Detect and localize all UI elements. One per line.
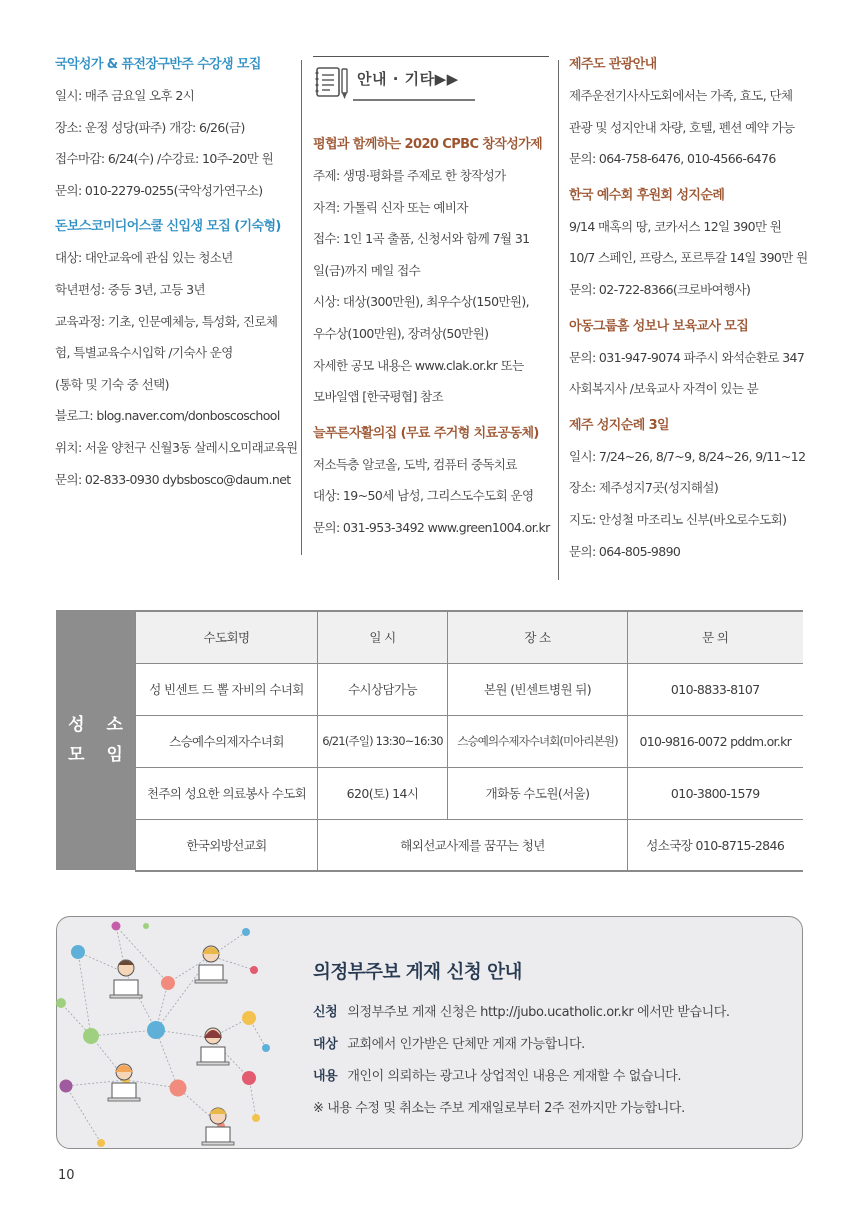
notice-footnote: ※ 내용 수정 및 취소는 주보 게재일로부터 2주 전까지만 가능합니다. <box>313 1101 685 1116</box>
text-line: 시상: 대상(300만원), 최우수상(150만원), <box>313 294 530 310</box>
text-line: 자격: 가톨릭 신자 또는 예비자 <box>313 199 468 215</box>
section-title: 돈보스코미디어스쿨 신입생 모집 (기숙형) <box>55 219 281 235</box>
text-line: 위치: 서울 양천구 신월3동 살레시오미래교육원 <box>55 439 298 455</box>
column-divider <box>301 60 302 555</box>
text-line: 모바일앱 [한국평협] 참조 <box>313 389 444 405</box>
people-network-illustration <box>56 918 286 1148</box>
text-line: 블로그: blog.naver.com/donboscoschool <box>55 408 280 424</box>
text-line: 일시: 7/24~26, 8/7~9, 8/24~26, 9/11~12 <box>569 448 806 464</box>
table-row: 천주의 성요한 의료봉사 수도회 620(토) 14시 개화동 수도원(서울) 010-3800-1579 <box>136 767 803 819</box>
column-middle <box>313 56 549 544</box>
person-at-laptop-icon <box>108 1064 140 1101</box>
text-line: 우수상(100만원), 장려상(50만원) <box>313 325 489 341</box>
text-line: 문의: 064-758-6476, 010-4566-6476 <box>569 151 776 167</box>
table-header-row <box>136 611 803 663</box>
section-title: 제주도 관광안내 <box>569 57 657 72</box>
text-line: 교육과정: 기초, 인문예체능, 특성화, 진로체 <box>55 313 278 329</box>
column-divider <box>558 60 559 580</box>
text-line: 문의: 010-2279-0255(국악성가연구소) <box>55 182 263 198</box>
text-line: 문의: 02-833-0930 dybsbosco@daum.net <box>55 471 291 487</box>
text-line: 장소: 운정 성당(파주) 개강: 6/26(금) <box>55 119 245 135</box>
text-line: 문의: 031-947-9074 파주시 와석순환로 347 <box>569 349 805 365</box>
text-line: 일시: 매주 금요일 오후 2시 <box>55 88 195 103</box>
text-line: 장소: 제주성지7곳(성지해설) <box>569 480 719 496</box>
column-header: 일 시 <box>318 611 448 663</box>
person-at-laptop-icon <box>202 1108 234 1145</box>
text-line: (통학 및 기숙 중 선택) <box>55 376 169 392</box>
vocation-table <box>56 610 802 870</box>
text-line: 문의: 02-722-8366(크로바여행사) <box>569 281 751 297</box>
section-title: 제주 성지순례 3일 <box>569 417 670 433</box>
notice-item: 대상 교회에서 인가받은 단체만 게재 가능합니다. <box>313 1037 585 1052</box>
person-at-laptop-icon <box>110 960 142 998</box>
column-header: 문 의 <box>628 611 803 663</box>
text-line: 사회복지사 /보육교사 자격이 있는 분 <box>569 381 759 397</box>
table-row: 성 빈센트 드 뽈 자비의 수녀회 수시상담가능 본원 (빈센트병원 뒤) 010-8833-8107 <box>136 663 803 715</box>
text-line: 자세한 공모 내용은 www.clak.or.kr 또는 <box>313 357 524 373</box>
table-side-label: 성 소 모 임 <box>56 610 135 870</box>
page-number: 10 <box>58 1168 75 1183</box>
section-title: 한국 예수회 후원회 성지순례 <box>569 187 725 203</box>
text-line: 관광 및 성지안내 차량, 호텔, 펜션 예약 가능 <box>569 119 795 135</box>
text-line: 문의: 064-805-9890 <box>569 543 681 559</box>
section-title: 국악성가 & 퓨전장구반주 수강생 모집 <box>55 57 261 72</box>
column-header: 수도회명 <box>136 611 318 663</box>
vocation-schedule-table <box>135 610 803 872</box>
section-title: 아동그룹홈 성보나 보육교사 모집 <box>569 318 749 334</box>
person-at-laptop-icon <box>195 946 227 983</box>
text-line: 9/14 매혹의 땅, 코카서스 12일 390만 원 <box>569 218 782 234</box>
text-line: 학년편성: 중등 3년, 고등 3년 <box>55 281 205 297</box>
text-line: 접수마감: 6/24(수) /수강료: 10주-20만 원 <box>55 151 274 167</box>
text-line: 접수: 1인 1곡 출품, 신청서와 함께 7월 31 <box>313 231 530 247</box>
notice-title: 의정부주보 게재 신청 안내 <box>313 962 522 983</box>
column-left <box>55 50 298 495</box>
text-line: 저소득층 알코올, 도박, 컴퓨터 중독치료 <box>313 456 517 472</box>
text-line: 문의: 031-953-3492 www.green1004.or.kr <box>313 519 550 535</box>
text-line: 험, 특별교육수시입학 /기숙사 운영 <box>55 345 233 361</box>
section-title: 늘푸른자활의집 (무료 주거형 치료공동체) <box>313 425 539 441</box>
text-line: 대상: 19~50세 남성, 그리스도수도회 운영 <box>313 488 534 504</box>
text-line: 대상: 대안교육에 관심 있는 청소년 <box>55 250 233 266</box>
notice-item: 신청 의정부주보 게재 신청은 http://jubo.ucatholic.or.kr 에서만 받습니다. <box>313 1005 730 1020</box>
column-right <box>569 50 809 567</box>
text-line: 제주운전기사사도회에서는 가족, 효도, 단체 <box>569 88 793 103</box>
section-title: 평협과 함께하는 2020 CPBC 창작성가제 <box>313 137 543 152</box>
category-title: 안내 · 기타▶▶ <box>357 70 459 88</box>
text-line: 지도: 안성철 마조리노 신부(바오로수도회) <box>569 511 787 527</box>
column-header: 장 소 <box>448 611 628 663</box>
table-row: 한국외방선교회 해외선교사제를 꿈꾸는 청년 성소국장 010-8715-2846 <box>136 819 803 871</box>
person-at-laptop-icon <box>197 1028 229 1065</box>
table-row: 스승예수의제자수녀회 6/21(주일) 13:30~16:30 스승예의수제자수녀회(미아리본원) 010-9816-0072 pddm.or.kr <box>136 715 803 767</box>
text-line: 주제: 생명·평화를 주제로 한 창작성가 <box>313 168 506 183</box>
notebook-pencil-icon <box>315 65 349 101</box>
notice-item: 내용 개인이 의뢰하는 광고나 상업적인 내용은 게재할 수 없습니다. <box>313 1069 682 1084</box>
text-line: 10/7 스페인, 프랑스, 포르투갈 14일 390만 원 <box>569 250 808 266</box>
text-line: 일(금)까지 메일 접수 <box>313 262 421 278</box>
category-header <box>313 56 549 118</box>
